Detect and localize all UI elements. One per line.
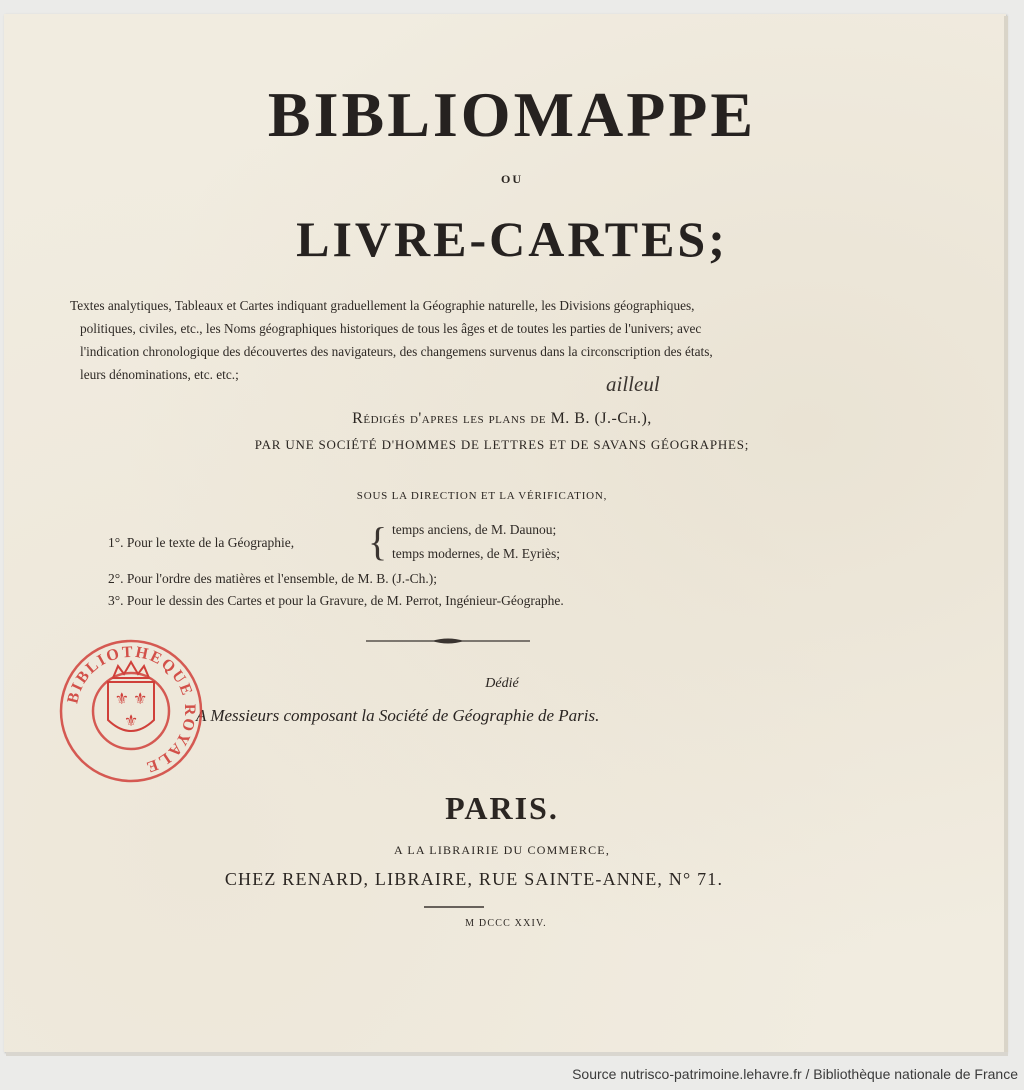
- svg-text:⚜: ⚜: [123, 713, 139, 730]
- description-line-4: leurs dénominations, etc. etc.;: [80, 367, 239, 382]
- dedication-line: A Messieurs composant la Société de Géographie de Paris.: [196, 706, 600, 725]
- item-1-modern: temps modernes, de M. Eyriès;: [392, 546, 560, 561]
- description-line-1: Textes analytiques, Tableaux et Cartes indiquant graduellement la Géographie naturelle, les Divisions géographiques,: [70, 298, 695, 313]
- ornamental-rule-icon: [366, 636, 530, 646]
- societe-line: PAR UNE SOCIÉTÉ D'HOMMES DE LETTRES ET DE SAVANS GÉOGRAPHES;: [254, 437, 750, 452]
- document-subtitle: LIVRE-CARTES;: [296, 211, 728, 267]
- city-name: PARIS.: [445, 790, 559, 826]
- redige-line: Rédigés d'apres les plans de M. B. (J.-Ch.),: [352, 410, 652, 427]
- curly-brace-icon: {: [368, 519, 388, 564]
- description-line-3: l'indication chronologique des découvertes des navigateurs, des changemens survenus dans la circonscription des états,: [80, 344, 713, 359]
- document-title: BIBLIOMAPPE: [267, 79, 757, 150]
- document-conjunction: ou: [501, 168, 523, 187]
- dedie-label: Dédié: [485, 676, 519, 691]
- page-shadow: [6, 1052, 1008, 1056]
- item-1-ancient: temps anciens, de M. Daunou;: [392, 522, 557, 537]
- publisher-line-1: A LA LIBRAIRIE DU COMMERCE,: [393, 843, 611, 857]
- direction-line: SOUS LA DIRECTION ET LA VÉRIFICATION,: [356, 490, 608, 502]
- item-2: 2°. Pour l'ordre des matières et l'ensemble, de M. B. (J.-Ch.);: [108, 571, 437, 586]
- publication-year: M DCCC XXIV.: [465, 918, 547, 929]
- item-1-prefix: 1°. Pour le texte de la Géographie,: [108, 535, 295, 550]
- item-3: 3°. Pour le dessin des Cartes et pour la Gravure, de M. Perrot, Ingénieur-Géographe.: [108, 593, 564, 608]
- svg-text:BIBLIOTHEQUE ROYALE: BIBLIOTHEQUE ROYALE: [64, 643, 199, 777]
- source-attribution: Source nutrisco-patrimoine.lehavre.fr / Bibliothèque nationale de France: [572, 1066, 1018, 1082]
- svg-text:⚜ ⚜: ⚜ ⚜: [114, 691, 148, 708]
- handwritten-note: ailleul: [606, 372, 660, 396]
- publisher-line-2: CHEZ RENARD, LIBRAIRE, RUE SAINTE-ANNE, N° 71.: [224, 869, 724, 889]
- description-line-2: politiques, civiles, etc., les Noms géographiques historiques de tous les âges et de toutes les parties de l'univers; avec: [80, 321, 702, 336]
- short-rule-icon: [424, 904, 484, 910]
- library-stamp-icon: [58, 638, 204, 784]
